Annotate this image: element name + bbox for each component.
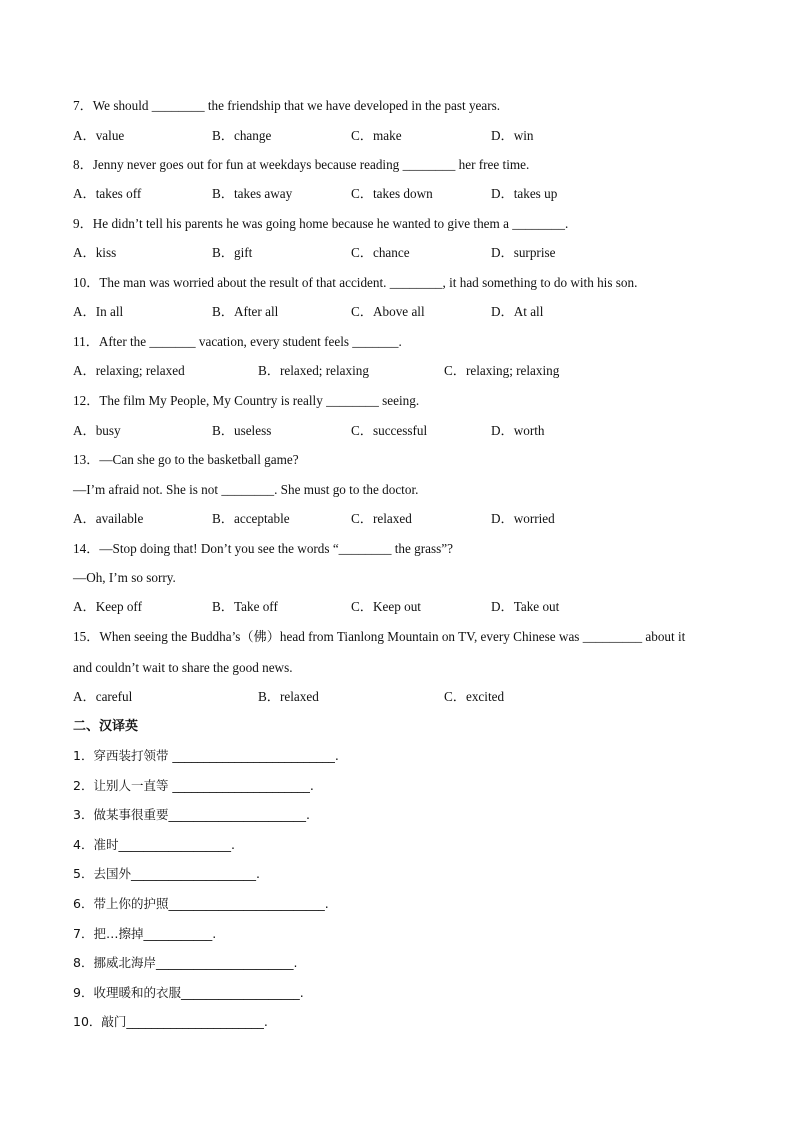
question-8: 8．Jenny never goes out for fun at weekdays because reading ________ her free time. xyxy=(73,157,530,172)
translation-item-7: 7．把…擦掉___________. xyxy=(73,926,217,941)
q10-option-b: B．After all xyxy=(212,304,279,319)
translation-item-4: 4．准时__________________. xyxy=(73,837,235,852)
q8-option-a: A．takes off xyxy=(73,186,142,201)
q15-option-a: A．careful xyxy=(73,689,133,704)
translation-item-10: 10．敲门______________________. xyxy=(73,1014,268,1029)
question-15-continued: and couldn’t wait to share the good news. xyxy=(73,660,293,675)
q14-option-c: C．Keep out xyxy=(351,599,421,614)
translation-item-5: 5．去国外____________________. xyxy=(73,866,260,881)
translation-item-3: 3．做某事很重要______________________. xyxy=(73,807,310,822)
q11-option-c: C．relaxing; relaxing xyxy=(444,363,560,378)
q12-option-b: B．useless xyxy=(212,423,272,438)
translation-item-9: 9．收理暖和的衣服___________________. xyxy=(73,985,304,1000)
translation-item-8: 8．挪威北海岸______________________. xyxy=(73,955,298,970)
section-heading: 二、汉译英 xyxy=(73,719,139,734)
q7-option-b: B．change xyxy=(212,128,272,143)
q7-option-c: C．make xyxy=(351,128,402,143)
q8-option-c: C．takes down xyxy=(351,186,433,201)
q7-option-a: A．value xyxy=(73,128,125,143)
q10-option-c: C．Above all xyxy=(351,304,425,319)
q11-option-a: A．relaxing; relaxed xyxy=(73,363,185,378)
question-9: 9．He didn’t tell his parents he was going home because he wanted to give them a ________. xyxy=(73,216,569,231)
q14-option-a: A．Keep off xyxy=(73,599,142,614)
q15-option-b: B．relaxed xyxy=(258,689,319,704)
q12-option-a: A．busy xyxy=(73,423,121,438)
question-10: 10．The man was worried about the result of that accident. ________, it had something to do with his son. xyxy=(73,275,638,290)
q9-option-c: C．chance xyxy=(351,245,410,260)
translation-item-1: 1．穿西装打领带 __________________________. xyxy=(73,748,339,763)
question-13: 13．—Can she go to the basketball game? xyxy=(73,452,299,467)
translation-item-6: 6．带上你的护照_________________________. xyxy=(73,896,329,911)
q12-option-d: D．worth xyxy=(491,423,545,438)
question-7: 7．We should ________ the friendship that we have developed in the past years. xyxy=(73,98,501,113)
question-15: 15．When seeing the Buddha’s（佛）head from Tianlong Mountain on TV, every Chinese was _________ about it xyxy=(73,629,686,644)
q13-option-a: A．available xyxy=(73,511,144,526)
question-12: 12．The film My People, My Country is really ________ seeing. xyxy=(73,393,420,408)
q12-option-c: C．successful xyxy=(351,423,428,438)
q9-option-a: A．kiss xyxy=(73,245,117,260)
q8-option-b: B．takes away xyxy=(212,186,293,201)
q13-option-b: B．acceptable xyxy=(212,511,290,526)
question-14: 14．—Stop doing that! Don’t you see the words “________ the grass”? xyxy=(73,541,453,556)
q10-option-a: A．In all xyxy=(73,304,124,319)
q15-option-c: C．excited xyxy=(444,689,505,704)
question-11: 11．After the _______ vacation, every student feels _______. xyxy=(73,334,402,349)
question-14-reply: —Oh, I’m so sorry. xyxy=(73,570,176,585)
q14-option-b: B．Take off xyxy=(212,599,278,614)
q14-option-d: D．Take out xyxy=(491,599,560,614)
q8-option-d: D．takes up xyxy=(491,186,558,201)
translation-item-2: 2．让别人一直等 ______________________. xyxy=(73,778,314,793)
q10-option-d: D．At all xyxy=(491,304,544,319)
q7-option-d: D．win xyxy=(491,128,534,143)
q9-option-b: B．gift xyxy=(212,245,253,260)
q11-option-b: B．relaxed; relaxing xyxy=(258,363,369,378)
q13-option-c: C．relaxed xyxy=(351,511,412,526)
q13-option-d: D．worried xyxy=(491,511,555,526)
q9-option-d: D．surprise xyxy=(491,245,556,260)
question-13-reply: —I’m afraid not. She is not ________. She must go to the doctor. xyxy=(73,482,419,497)
